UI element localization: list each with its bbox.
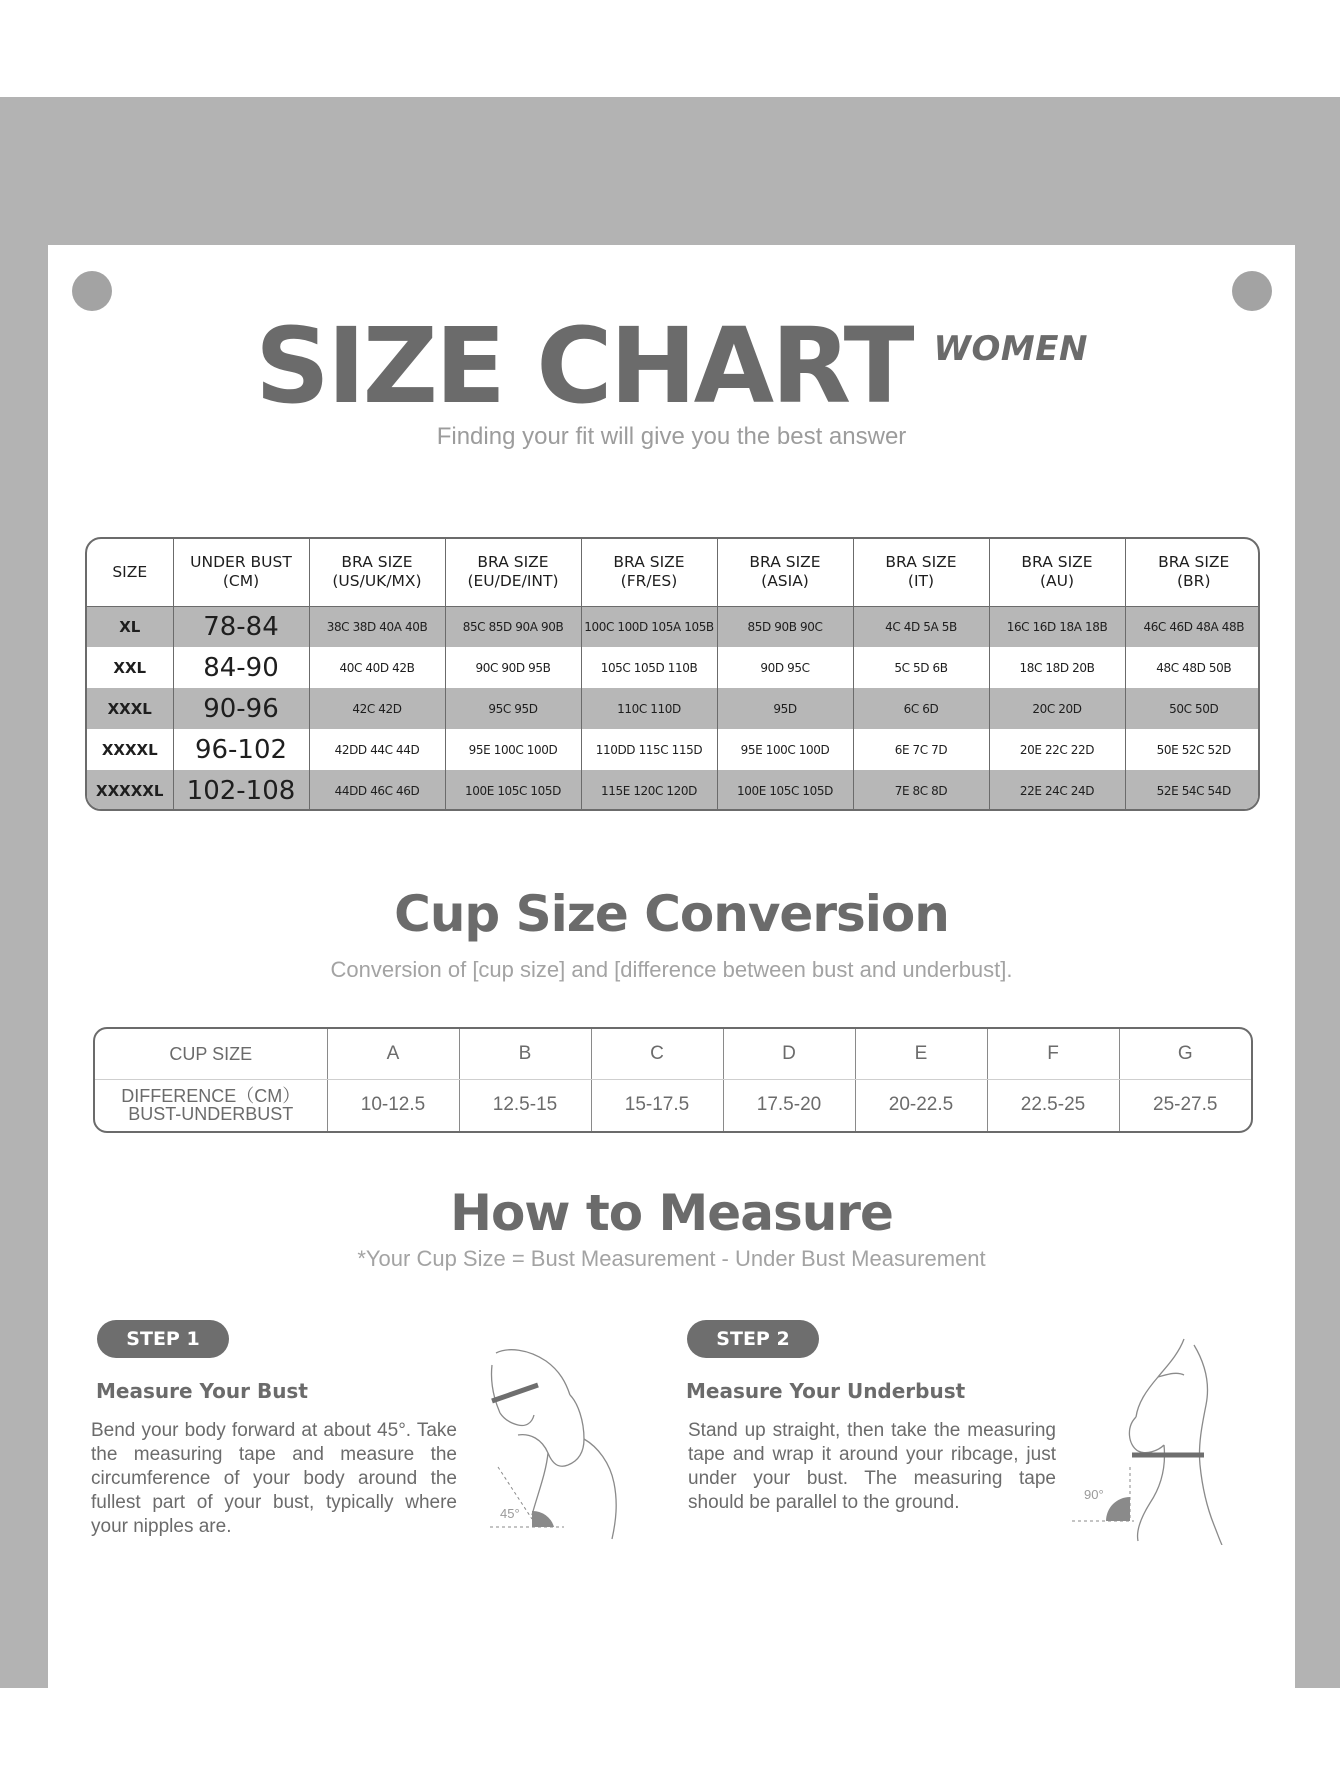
table-row: XXXL 90-96 42C 42D 95C 95D 110C 110D 95D 6C 6D 20C 20D 50C 50D [87,688,1260,729]
cup-label: G [1119,1029,1251,1079]
cup-size-header-row [95,1029,1251,1079]
header-bra-au: BRA SIZE (AU) [989,539,1125,606]
step-2-text: Stand up straight, then take the measuring tape and wrap it around your ribcage, just under your bust. The measuring tape should be parallel to the ground. [688,1420,1056,1513]
women-badge: WOMEN [933,329,1088,369]
header-bra-asia: BRA SIZE (ASIA) [717,539,853,606]
step-2-title: Measure Your Underbust [686,1379,966,1403]
header-bra-us: BRA SIZE (US/UK/MX) [309,539,445,606]
cup-section-subtitle: Conversion of [cup size] and [difference between bust and underbust]. [330,957,1013,982]
size-table [85,537,1260,811]
measure-section-subtitle: *Your Cup Size = Bust Measurement - Under Bust Measurement [357,1246,986,1271]
table-row: XXL 84-90 40C 40D 42B 90C 90D 95B 105C 105D 110B 90D 95C 5C 5D 6B 18C 18D 20B 48C 48D 50B [87,647,1260,688]
difference-value: 12.5-15 [459,1079,591,1131]
step-1-pill: STEP 1 [97,1320,229,1358]
header-bra-eu: BRA SIZE (EU/DE/INT) [445,539,581,606]
difference-label: DIFFERENCE（CM） BUST-UNDERBUST [95,1079,327,1131]
measure-section-title: How to Measure [450,1184,893,1242]
difference-value: 15-17.5 [591,1079,723,1131]
table-row: XXXXL 96-102 42DD 44C 44D 95E 100C 100D 110DD 115C 115D 95E 100C 100D 6E 7C 7D 20E 22C 22D 50E 52C 52D [87,729,1260,770]
cup-section-title: Cup Size Conversion [394,885,949,943]
difference-value: 10-12.5 [327,1079,459,1131]
header-bra-br: BRA SIZE (BR) [1125,539,1260,606]
title-row [48,305,1295,427]
cup-label: B [459,1029,591,1079]
bust-measure-illustration [488,1343,648,1543]
difference-value: 17.5-20 [723,1079,855,1131]
angle-wedge [532,1511,554,1527]
outer-frame [0,97,1340,1688]
step-1-title: Measure Your Bust [96,1379,308,1403]
cup-label: A [327,1029,459,1079]
table-row: XL 78-84 38C 38D 40A 40B 85C 85D 90A 90B 100C 100D 105A 105B 85D 90B 90C 4C 4D 5A 5B 16C 16D 18A 18B 46C 46D 48A 48B [87,606,1260,647]
difference-value: 22.5-25 [987,1079,1119,1131]
angle-wedge [1106,1497,1130,1521]
angle-label: 45° [500,1506,520,1521]
page-title: SIZE CHART [255,305,912,427]
cup-difference-row [95,1079,1251,1131]
header-size: SIZE [87,539,173,606]
size-chart-panel [48,245,1295,1734]
difference-value: 20-22.5 [855,1079,987,1131]
table-row: XXXXXL 102-108 44DD 46C 46D 100E 105C 105D 115E 120C 120D 100E 105C 105D 7E 8C 8D 22E 24C 24D 52E 54C 54D [87,770,1260,811]
angle-label: 90° [1084,1487,1104,1502]
header-bra-it: BRA SIZE (IT) [853,539,989,606]
cup-label: E [855,1029,987,1079]
cup-size-table [93,1027,1253,1133]
size-table-header [87,539,1260,606]
underbust-measure-illustration [1066,1335,1226,1545]
tape-line [492,1385,538,1401]
header-under-bust: UNDER BUST (CM) [173,539,309,606]
cup-label: F [987,1029,1119,1079]
step-1-text: Bend your body forward at about 45°. Take the measuring tape and measure the circumference of your body around the fullest part of your bust, typically where your nipples are. [91,1420,457,1537]
difference-value: 25-27.5 [1153,1094,1218,1116]
header-bra-fr: BRA SIZE (FR/ES) [581,539,717,606]
step-2-pill: STEP 2 [687,1320,819,1358]
cup-label: C [591,1029,723,1079]
page-subtitle: Finding your fit will give you the best answer [436,423,907,450]
cup-size-label: CUP SIZE [95,1029,327,1079]
cup-label: D [723,1029,855,1079]
